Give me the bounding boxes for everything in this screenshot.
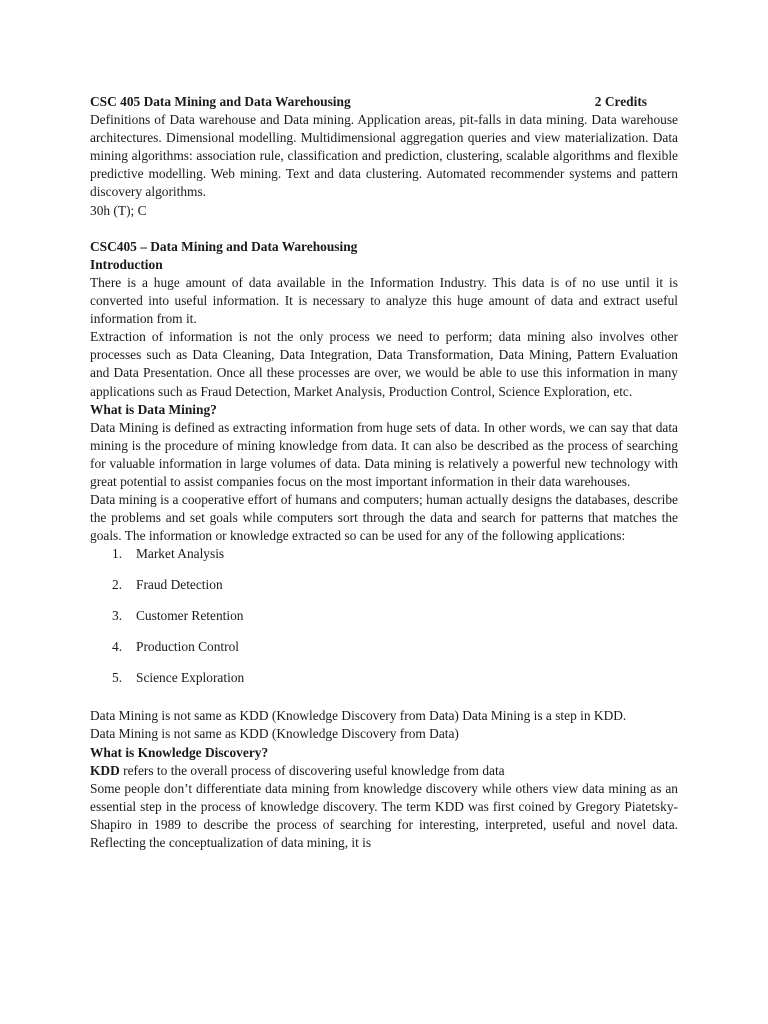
kdd-term: KDD [90, 762, 120, 778]
course-header [90, 93, 678, 111]
list-item: 1. Market Analysis [112, 546, 225, 562]
notes-title: CSC405 – Data Mining and Data Warehousing [90, 238, 358, 254]
knowledge-discovery-paragraph: Some people don’t differentiate data mining from knowledge discovery while others view data mining as an essential step in the process of knowledge discovery. The term KDD was first coined by Gregory Piatetsky-Shapiro in 1989 to describe the process of searching for interesting, interpreted, useful and novel data. Reflecting the conceptualization of data mining, it is [90, 780, 678, 850]
spacer [90, 220, 678, 238]
intro-paragraph-2: Extraction of information is not the only process we need to perform; data mining also involves other processes such as Data Cleaning, Data Integration, Data Transformation, Data Mining, Pattern Evaluation and Data Presentation. Once all these processes are over, we would be able to use this information in many applications such as Fraud Detection, Market Analysis, Production Control, Science Exploration, etc. [90, 329, 678, 399]
kdd-paragraph-1: Data Mining is not same as KDD (Knowledge Discovery from Data) Data Mining is a step in KDD. [90, 708, 627, 724]
list-item: 5. Science Exploration [112, 670, 245, 686]
kdd-definition: KDD refers to the overall process of discovering useful knowledge from data [90, 762, 505, 778]
course-credits: 2 Credits [594, 94, 647, 109]
list-item: 3. Customer Retention [112, 608, 244, 624]
intro-paragraph-1: There is a huge amount of data available in the Information Industry. This data is of no use until it is converted into useful information. It is necessary to analyze this huge amount of data and extract useful information from it. [90, 274, 678, 327]
course-title: CSC 405 Data Mining and Data Warehousing [90, 94, 351, 109]
data-mining-paragraph-1: Data Mining is defined as extracting information from huge sets of data. In other words, we can say that data mining is the procedure of mining knowledge from data. It can also be described as the process of searching for valuable information in large volumes of data. Data mining is relatively a powerful new technology with great potential to assist companies focus on the most important information in their data warehouses. [90, 419, 678, 489]
applications-list [90, 545, 678, 700]
data-mining-paragraph-2: Data mining is a cooperative effort of humans and computers; human actually designs the databases, describe the problems and set goals while computers sort through the data and search for patterns that matches the goals. The information or knowledge extracted so can be used for any of the following applications: [90, 492, 678, 544]
document-page [90, 93, 678, 852]
intro-heading: Introduction [90, 256, 163, 272]
data-mining-heading: What is Data Mining? [90, 401, 217, 417]
course-description: Definitions of Data warehouse and Data mining. Application areas, pit-falls in data mining. Data warehouse architectures. Dimensional modelling. Multidimensional aggregation queries and view materialization. Data mining algorithms: association rule, classification and prediction, clustering, scalable algorithms and flexible predictive modelling. Web mining. Text and data clustering. Automated recommender systems and pattern discovery algorithms. [90, 112, 678, 200]
course-hours: 30h (T); C [90, 202, 147, 218]
kdd-paragraph-2: Data Mining is not same as KDD (Knowledge Discovery from Data) [90, 726, 459, 742]
list-item: 4. Production Control [112, 639, 240, 655]
knowledge-discovery-heading: What is Knowledge Discovery? [90, 744, 269, 760]
list-item: 2. Fraud Detection [112, 577, 223, 593]
